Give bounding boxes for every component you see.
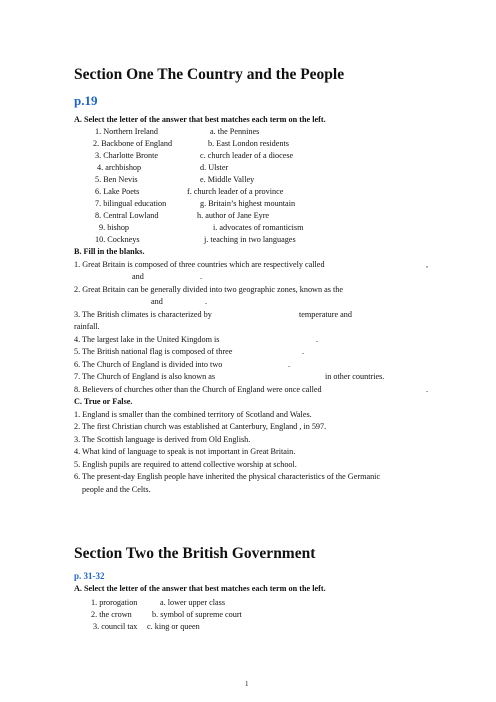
- fill-blank-1-comma: ,: [426, 260, 429, 269]
- match-right-10: j. teaching in two languages: [204, 235, 296, 244]
- fill-blank-1a: 1. Great Britain is composed of three countries which are respectively called: [74, 260, 325, 269]
- true-false-4: 4. What kind of language to speak is not important in Great Britain.: [74, 447, 296, 456]
- fill-blank-2b: and: [151, 297, 163, 306]
- fill-blank-1-period: .: [200, 272, 203, 281]
- match-right-5: e. Middle Valley: [200, 175, 255, 184]
- match-left-1: 1. Northern Ireland: [95, 127, 158, 136]
- s2-match-right-2: b. symbol of supreme court: [152, 610, 242, 619]
- fill-blank-4: 4. The largest lake in the United Kingdom is: [74, 335, 220, 344]
- fill-blank-4-period: .: [316, 335, 319, 344]
- section-two-title: Section Two the British Government: [74, 545, 316, 562]
- fill-blank-8: 8. Believers of churches other than the Church of England were once called: [74, 385, 322, 394]
- true-false-2: 2. The first Christian church was established at Canterbury, England , in 597.: [74, 422, 327, 431]
- fill-blank-3a: 3. The British climates is characterized by: [74, 310, 212, 319]
- match-right-2: b. East London residents: [208, 139, 289, 148]
- fill-blank-6-period: .: [288, 360, 291, 369]
- fill-blank-5: 5. The British national flag is composed of three: [74, 347, 233, 356]
- fill-blank-2-period: .: [205, 297, 208, 306]
- section-two-page-ref: p. 31-32: [74, 571, 105, 581]
- s2-match-right-3: c. king or queen: [147, 622, 200, 631]
- s2-match-left-2: 2. the crown: [91, 610, 132, 619]
- true-false-6a: 6. The present-day English people have inherited the physical characteristics of the Germanic: [74, 472, 381, 481]
- fill-blank-5-period: .: [302, 347, 305, 356]
- fill-blank-1b: and: [132, 272, 144, 281]
- match-right-6: f. church leader of a province: [187, 187, 284, 196]
- match-left-9: 9. bishop: [99, 223, 130, 232]
- fill-blank-2a: 2. Great Britain can be generally divided into two geographic zones, known as the: [74, 285, 343, 294]
- section-two-part-a-heading: A. Select the letter of the answer that best matches each term on the left.: [74, 584, 326, 593]
- true-false-6b: people and the Celts.: [82, 485, 151, 494]
- fill-blank-6: 6. The Church of England is divided into two: [74, 360, 223, 369]
- true-false-3: 3. The Scottish language is derived from Old English.: [74, 435, 251, 444]
- page-number: 1: [245, 680, 249, 688]
- match-left-10: 10. Cockneys: [95, 235, 140, 244]
- section-one-title: Section One The Country and the People: [74, 66, 345, 83]
- match-left-4: 4. archbishop: [97, 163, 142, 172]
- match-left-5: 5. Ben Nevis: [95, 175, 138, 184]
- fill-blank-7a: 7. The Church of England is also known as: [74, 372, 216, 381]
- s2-match-left-1: 1. prorogation: [91, 598, 138, 607]
- fill-blank-8-period: .: [426, 385, 429, 394]
- match-right-7: g. Britain’s highest mountain: [200, 199, 296, 208]
- section-one-part-a-heading: A. Select the letter of the answer that best matches each term on the left.: [74, 115, 326, 124]
- match-left-3: 3. Charlotte Bronte: [95, 151, 158, 160]
- match-left-7: 7. bilingual education: [95, 199, 167, 208]
- match-right-4: d. Ulster: [200, 163, 229, 172]
- s2-match-left-3: 3. council tax: [93, 622, 138, 631]
- match-right-1: a. the Pennines: [210, 127, 260, 136]
- true-false-5: 5. English pupils are required to attend collective worship at school.: [74, 460, 297, 469]
- match-right-3: c. church leader of a diocese: [200, 151, 294, 160]
- true-false-1: 1. England is smaller than the combined territory of Scotland and Wales.: [74, 410, 312, 419]
- fill-blank-7b: in other countries.: [325, 372, 385, 381]
- section-one-part-c-heading: C. True or False.: [74, 397, 133, 406]
- match-left-2: 2. Backbone of England: [93, 139, 173, 148]
- section-one-page-ref: p.19: [74, 93, 98, 108]
- match-left-8: 8. Central Lowland: [95, 211, 159, 220]
- match-right-8: h. author of Jane Eyre: [197, 211, 270, 220]
- fill-blank-3-mid: temperature and: [299, 310, 352, 319]
- fill-blank-3b: rainfall.: [74, 322, 100, 331]
- match-left-6: 6. Lake Poets: [95, 187, 140, 196]
- section-one-part-b-heading: B. Fill in the blanks.: [74, 247, 145, 256]
- match-right-9: i. advocates of romanticism: [213, 223, 304, 232]
- s2-match-right-1: a. lower upper class: [160, 598, 226, 607]
